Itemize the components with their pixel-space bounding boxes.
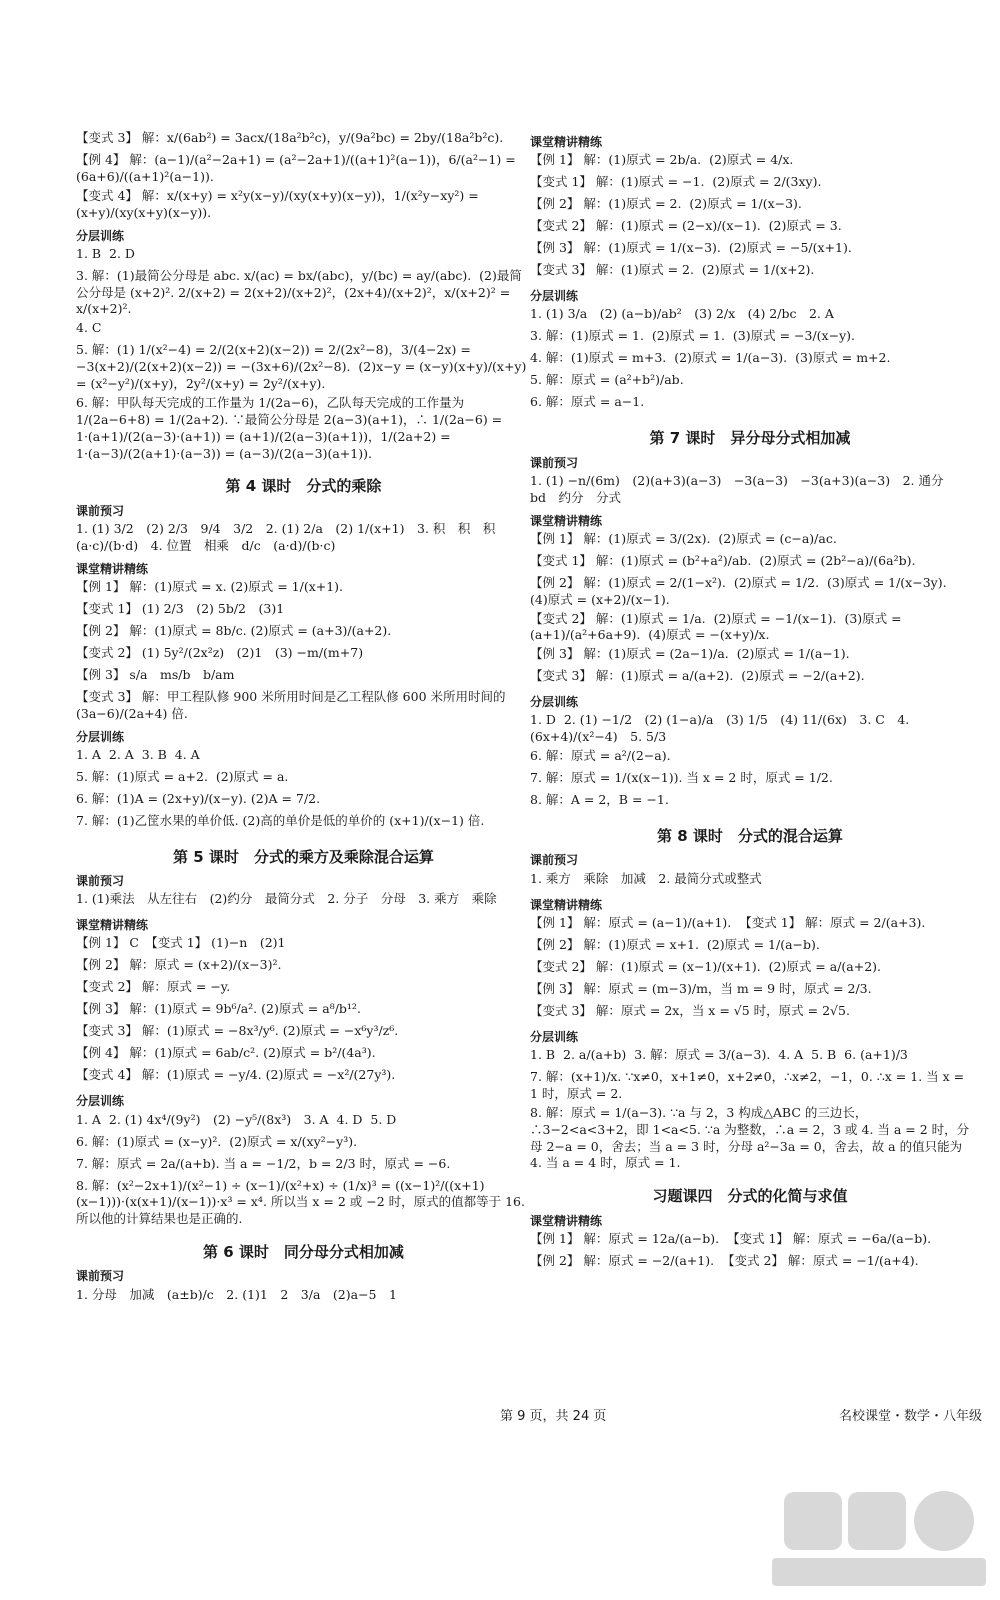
answer-line: 6. 解：甲队每天完成的工作量为 1/(2a−6)，乙队每天完成的工作量为 1/(2a−6+8) = 1/(2a+2). ∵最简公分母是 2(a−3)(a+1)，∴ 1/(2a−6) = 1·(a+1)/(2(a−3)·(a+1)) = (a+1)/(2(a−3)(a+1))，1/(2a+2) = 1·(a−3)/(2(a+1)·(a−3)) = (a−3)/(2(a−3)(a+1)).: [76, 394, 507, 461]
section-label: 课前预习: [530, 853, 579, 868]
section-label: 分层训练: [76, 729, 125, 744]
section-label: 课前预习: [76, 503, 125, 518]
section-label: 课前预习: [76, 1269, 125, 1284]
answer-line: 【变式 3】 解：(1)原式 = a/(a+2). (2)原式 = −2/(a+2).: [530, 668, 865, 684]
answer-line: 【变式 2】 解：(1)原式 = 1/a. (2)原式 = −1/(x−1). (3)原式 = (a+1)/(a²+6a+9). (4)原式 = −(x+y)/x.: [530, 610, 906, 643]
answer-line: 【变式 1】 (1) 2/3 (2) 5b/2 (3)1: [76, 600, 285, 616]
answer-line: 【变式 2】 (1) 5y²/(2x²z) (2)1 (3) −m/(m+7): [76, 644, 364, 660]
answer-line: 【变式 3】 解：原式 = 2x，当 x = √5 时，原式 = 2√5.: [530, 1002, 850, 1018]
answer-line: 3. 解：(1)最简公分母是 abc. x/(ac) = bx/(abc)，y/(bc) = ay/(abc). (2)最简公分母是 (x+2)². 2/(x+2) = 2(x+2)/(x+2)²，(2x+4)/(x+2)²，x/(x+2)² = x/(x+2)².: [76, 267, 522, 317]
section-label: 课堂精讲精练: [530, 1213, 603, 1228]
lesson-heading: 第 4 课时 分式的乘除: [225, 477, 382, 496]
answer-line: 1. 乘方 乘除 加减 2. 最简分式或整式: [530, 870, 762, 886]
section-label: 分层训练: [76, 1094, 125, 1109]
answer-line: 【例 3】 解：原式 = (m−3)/m，当 m = 9 时，原式 = 2/3.: [530, 980, 872, 996]
answer-line: 【例 1】 解：(1)原式 = 2b/a. (2)原式 = 4/x.: [530, 152, 794, 168]
lesson-heading: 第 6 课时 同分母分式相加减: [203, 1243, 404, 1262]
answer-line: 【例 2】 解：(1)原式 = 2/(1−x²). (2)原式 = 1/2. (3)原式 = 1/(x−3y). (4)原式 = (x+2)/(x−1).: [530, 574, 955, 607]
answer-line: 【例 2】 解：(1)原式 = x+1. (2)原式 = 1/(a−b).: [530, 936, 820, 952]
answer-line: 1. (1) 3/2 (2) 2/3 9/4 3/2 2. (1) 2/a (2) 1/(x+1) 3. 积 积 积 (a·c)/(b·d) 4. 位置 相乘 d/c (a·d)/(b·c): [76, 520, 508, 553]
section-label: 课堂精讲精练: [530, 513, 603, 528]
answer-line: 5. 解：(1)原式 = a+2. (2)原式 = a.: [76, 768, 289, 784]
answer-line: 6. 解：(1)原式 = (x−y)². (2)原式 = x/(xy²−y³).: [76, 1133, 358, 1149]
answer-line: 【例 1】 C 【变式 1】 (1)−n (2)1: [76, 935, 286, 951]
section-label: 分层训练: [76, 228, 125, 243]
answer-line: 1. B 2. D: [76, 245, 135, 261]
answer-line: 【例 1】 解：(1)原式 = x. (2)原式 = 1/(x+1).: [76, 578, 344, 594]
answer-line: 1. D 2. (1) −1/2 (2) (1−a)/a (3) 1/5 (4) 11/(6x) 3. C 4. (6x+4)/(x²−4) 5. 5/3: [530, 712, 914, 745]
answer-line: 【例 3】 解：(1)原式 = 9b⁶/a². (2)原式 = a⁸/b¹².: [76, 1001, 361, 1017]
answer-line: 7. 解：(1)乙筐水果的单价低. (2)高的单价是低的单价的 (x+1)/(x−1) 倍.: [76, 812, 485, 828]
section-label: 分层训练: [530, 1029, 579, 1044]
answer-line: 【例 2】 解：(1)原式 = 8b/c. (2)原式 = (a+3)/(a+2).: [76, 622, 392, 638]
answer-line: 【变式 1】 解：(1)原式 = (b²+a²)/ab. (2)原式 = (2b²−a)/(6a²b).: [530, 552, 916, 568]
answer-line: 【变式 3】 解：(1)原式 = 2. (2)原式 = 1/(x+2).: [530, 262, 815, 278]
answer-line: 【例 3】 解：(1)原式 = (2a−1)/a. (2)原式 = 1/(a−1).: [530, 646, 850, 662]
answer-line: 【变式 2】 解：原式 = −y.: [76, 979, 231, 995]
answer-line: 【变式 4】 解：(1)原式 = −y/4. (2)原式 = −x²/(27y³).: [76, 1067, 396, 1083]
answer-line: 【变式 3】 解：(1)原式 = −8x³/y⁶. (2)原式 = −x⁶y³/z⁶.: [76, 1023, 399, 1039]
answer-line: 1. A 2. A 3. B 4. A: [76, 746, 200, 762]
answer-line: 【例 4】 解：(1)原式 = 6ab/c². (2)原式 = b²/(4a³).: [76, 1045, 376, 1061]
lesson-heading: 第 8 课时 分式的混合运算: [657, 827, 843, 846]
answer-line: 【变式 4】 解：x/(x+y) = x²y(x−y)/(xy(x+y)(x−y))，1/(x²y−xy²) = (x+y)/(xy(x+y)(x−y)).: [76, 187, 483, 220]
answer-line: 6. 解：原式 = a²/(2−a).: [530, 748, 671, 764]
page-footer: [0, 1408, 1000, 1432]
answer-line: 4. C: [76, 320, 102, 336]
answer-line: 【变式 3】 解：x/(6ab²) = 3acx/(18a²b²c)，y/(9a²bc) = 2by/(18a²b²c).: [76, 130, 504, 145]
answer-line: 【例 2】 解：(1)原式 = 2. (2)原式 = 1/(x−3).: [530, 196, 802, 212]
answer-line: 【变式 2】 解：(1)原式 = (x−1)/(x+1). (2)原式 = a/(a+2).: [530, 958, 882, 974]
answer-line: 4. 解：(1)原式 = m+3. (2)原式 = 1/(a−3). (3)原式 = m+2.: [530, 350, 891, 366]
page-number: 第 9 页，共 24 页: [500, 1409, 607, 1424]
book-title: 名校课堂・数学・八年级: [838, 1409, 982, 1424]
answer-line: 7. 解：原式 = 1/(x(x−1)). 当 x = 2 时，原式 = 1/2.: [530, 770, 833, 786]
answer-line: 1. 分母 加减 (a±b)/c 2. (1)1 2 3/a (2)a−5 1: [76, 1286, 397, 1302]
answer-line: 8. 解：A = 2，B = −1.: [530, 792, 669, 808]
answer-line: 【变式 1】 解：(1)原式 = −1. (2)原式 = 2/(3xy).: [530, 174, 822, 190]
answer-line: 【例 3】 s/a ms/b b/am: [76, 666, 235, 682]
answer-line: 3. 解：(1)原式 = 1. (2)原式 = 1. (3)原式 = −3/(x−y).: [530, 328, 855, 344]
lesson-heading: 第 7 课时 异分母分式相加减: [649, 429, 851, 448]
answer-line: 【变式 2】 解：(1)原式 = (2−x)/(x−1). (2)原式 = 3.: [530, 218, 842, 234]
section-label: 课前预习: [530, 455, 579, 470]
watermark-logo: [764, 1484, 994, 1594]
right-column: [530, 128, 970, 1275]
answer-line: 7. 解：原式 = 2a/(a+b). 当 a = −1/2，b = 2/3 时，原式 = −6.: [76, 1155, 451, 1171]
section-label: 课堂精讲精练: [76, 561, 149, 576]
section-label: 课堂精讲精练: [530, 897, 603, 912]
answer-line: 5. 解：(1) 1/(x²−4) = 2/(2(x+2)(x−2)) = 2/(2x²−8)，3/(4−2x) = −3(x+2)/(2(x+2)(x−2)) = −(3x+6)/(2x²−8). (2)x−y = (x−y)(x+y)/(x+y) = (x²−y²)/(x+y)，2y²/(x+y) = 2y²/(x+y).: [76, 342, 531, 392]
section-label: 课堂精讲精练: [76, 918, 149, 933]
answer-line: 【例 2】 解：原式 = −2/(a+1). 【变式 2】 解：原式 = −1/(a+4).: [530, 1252, 919, 1268]
answer-line: 【例 1】 解：原式 = 12a/(a−b). 【变式 1】 解：原式 = −6a/(a−b).: [530, 1230, 932, 1246]
answer-line: 7. 解：(x+1)/x. ∵x≠0，x+1≠0，x+2≠0，∴x≠2，−1，0. ∴x = 1. 当 x = 1 时，原式 = 2.: [530, 1069, 969, 1101]
section-label: 课堂精讲精练: [530, 135, 603, 149]
section-label: 课前预习: [76, 874, 125, 888]
answer-line: 【变式 3】 解：甲工程队修 900 米所用时间是乙工程队修 600 米所用时间的 (3a−6)/(2a+4) 倍.: [76, 688, 510, 721]
lesson-heading: 习题课四 分式的化简与求值: [652, 1187, 848, 1206]
answer-line: 1. B 2. a/(a+b) 3. 解：原式 = 3/(a−3). 4. A 5. B 6. (a+1)/3: [530, 1047, 908, 1062]
answer-line: 6. 解：原式 = a−1.: [530, 394, 645, 410]
answer-line: 【例 1】 解：(1)原式 = 3/(2x). (2)原式 = (c−a)/ac.: [530, 530, 837, 546]
answer-line: 8. 解：(x²−2x+1)/(x²−1) ÷ (x−1)/(x²+x) ÷ (1/x)³ = ((x−1)²/((x+1)(x−1)))·(x(x+1)/(x−1))·x³ = x⁴. 所以当 x = 2 或 −2 时，原式的值都等于 16. 所以他的计算结果也是正确的.: [76, 1177, 529, 1227]
answer-line: 【例 3】 解：(1)原式 = 1/(x−3). (2)原式 = −5/(x+1).: [530, 240, 852, 256]
section-label: 分层训练: [530, 695, 579, 710]
answer-line: 【例 1】 解：原式 = (a−1)/(a+1). 【变式 1】 解：原式 = 2/(a+3).: [530, 914, 926, 930]
answer-line: 5. 解：原式 = (a²+b²)/ab.: [530, 372, 684, 388]
answer-line: 1. (1) −n/(6m) (2)(a+3)(a−3) −3(a−3) −3(a+3)(a−3) 2. 通分 bd 约分 分式: [530, 472, 957, 505]
left-column: [76, 128, 531, 1309]
answer-line: 1. (1)乘法 从左往右 (2)约分 最简分式 2. 分子 分母 3. 乘方 乘除: [76, 891, 497, 907]
lesson-heading: 第 5 课时 分式的乘方及乘除混合运算: [173, 847, 434, 866]
section-label: 分层训练: [530, 289, 579, 304]
answer-line: 【例 4】 解：(a−1)/(a²−2a+1) = (a²−2a+1)/((a+1)²(a−1))，6/(a²−1) = (6a+6)/((a+1)²(a−1)).: [76, 152, 520, 184]
answer-line: 【例 2】 解：原式 = (x+2)/(x−3)².: [76, 957, 282, 973]
answer-line: 6. 解：(1)A = (2x+y)/(x−y). (2)A = 7/2.: [76, 790, 321, 806]
answer-line: 1. (1) 3/a (2) (a−b)/ab² (3) 2/x (4) 2/bc 2. A: [530, 306, 834, 322]
answer-line: 8. 解：原式 = 1/(a−3). ∵a 与 2，3 构成△ABC 的三边长，∴3−2<a<3+2，即 1<a<5. ∵a 为整数，∴a = 2，3 或 4. 当 a = 2 时，分母 2−a = 0，舍去；当 a = 3 时，分母 a²−3a = 0，舍去，故 a 的值只能为 4. 当 a = 4 时，原式 = 1.: [530, 1104, 970, 1171]
answer-line: 1. A 2. (1) 4x⁴/(9y²) (2) −y⁵/(8x³) 3. A 4. D 5. D: [76, 1111, 397, 1127]
